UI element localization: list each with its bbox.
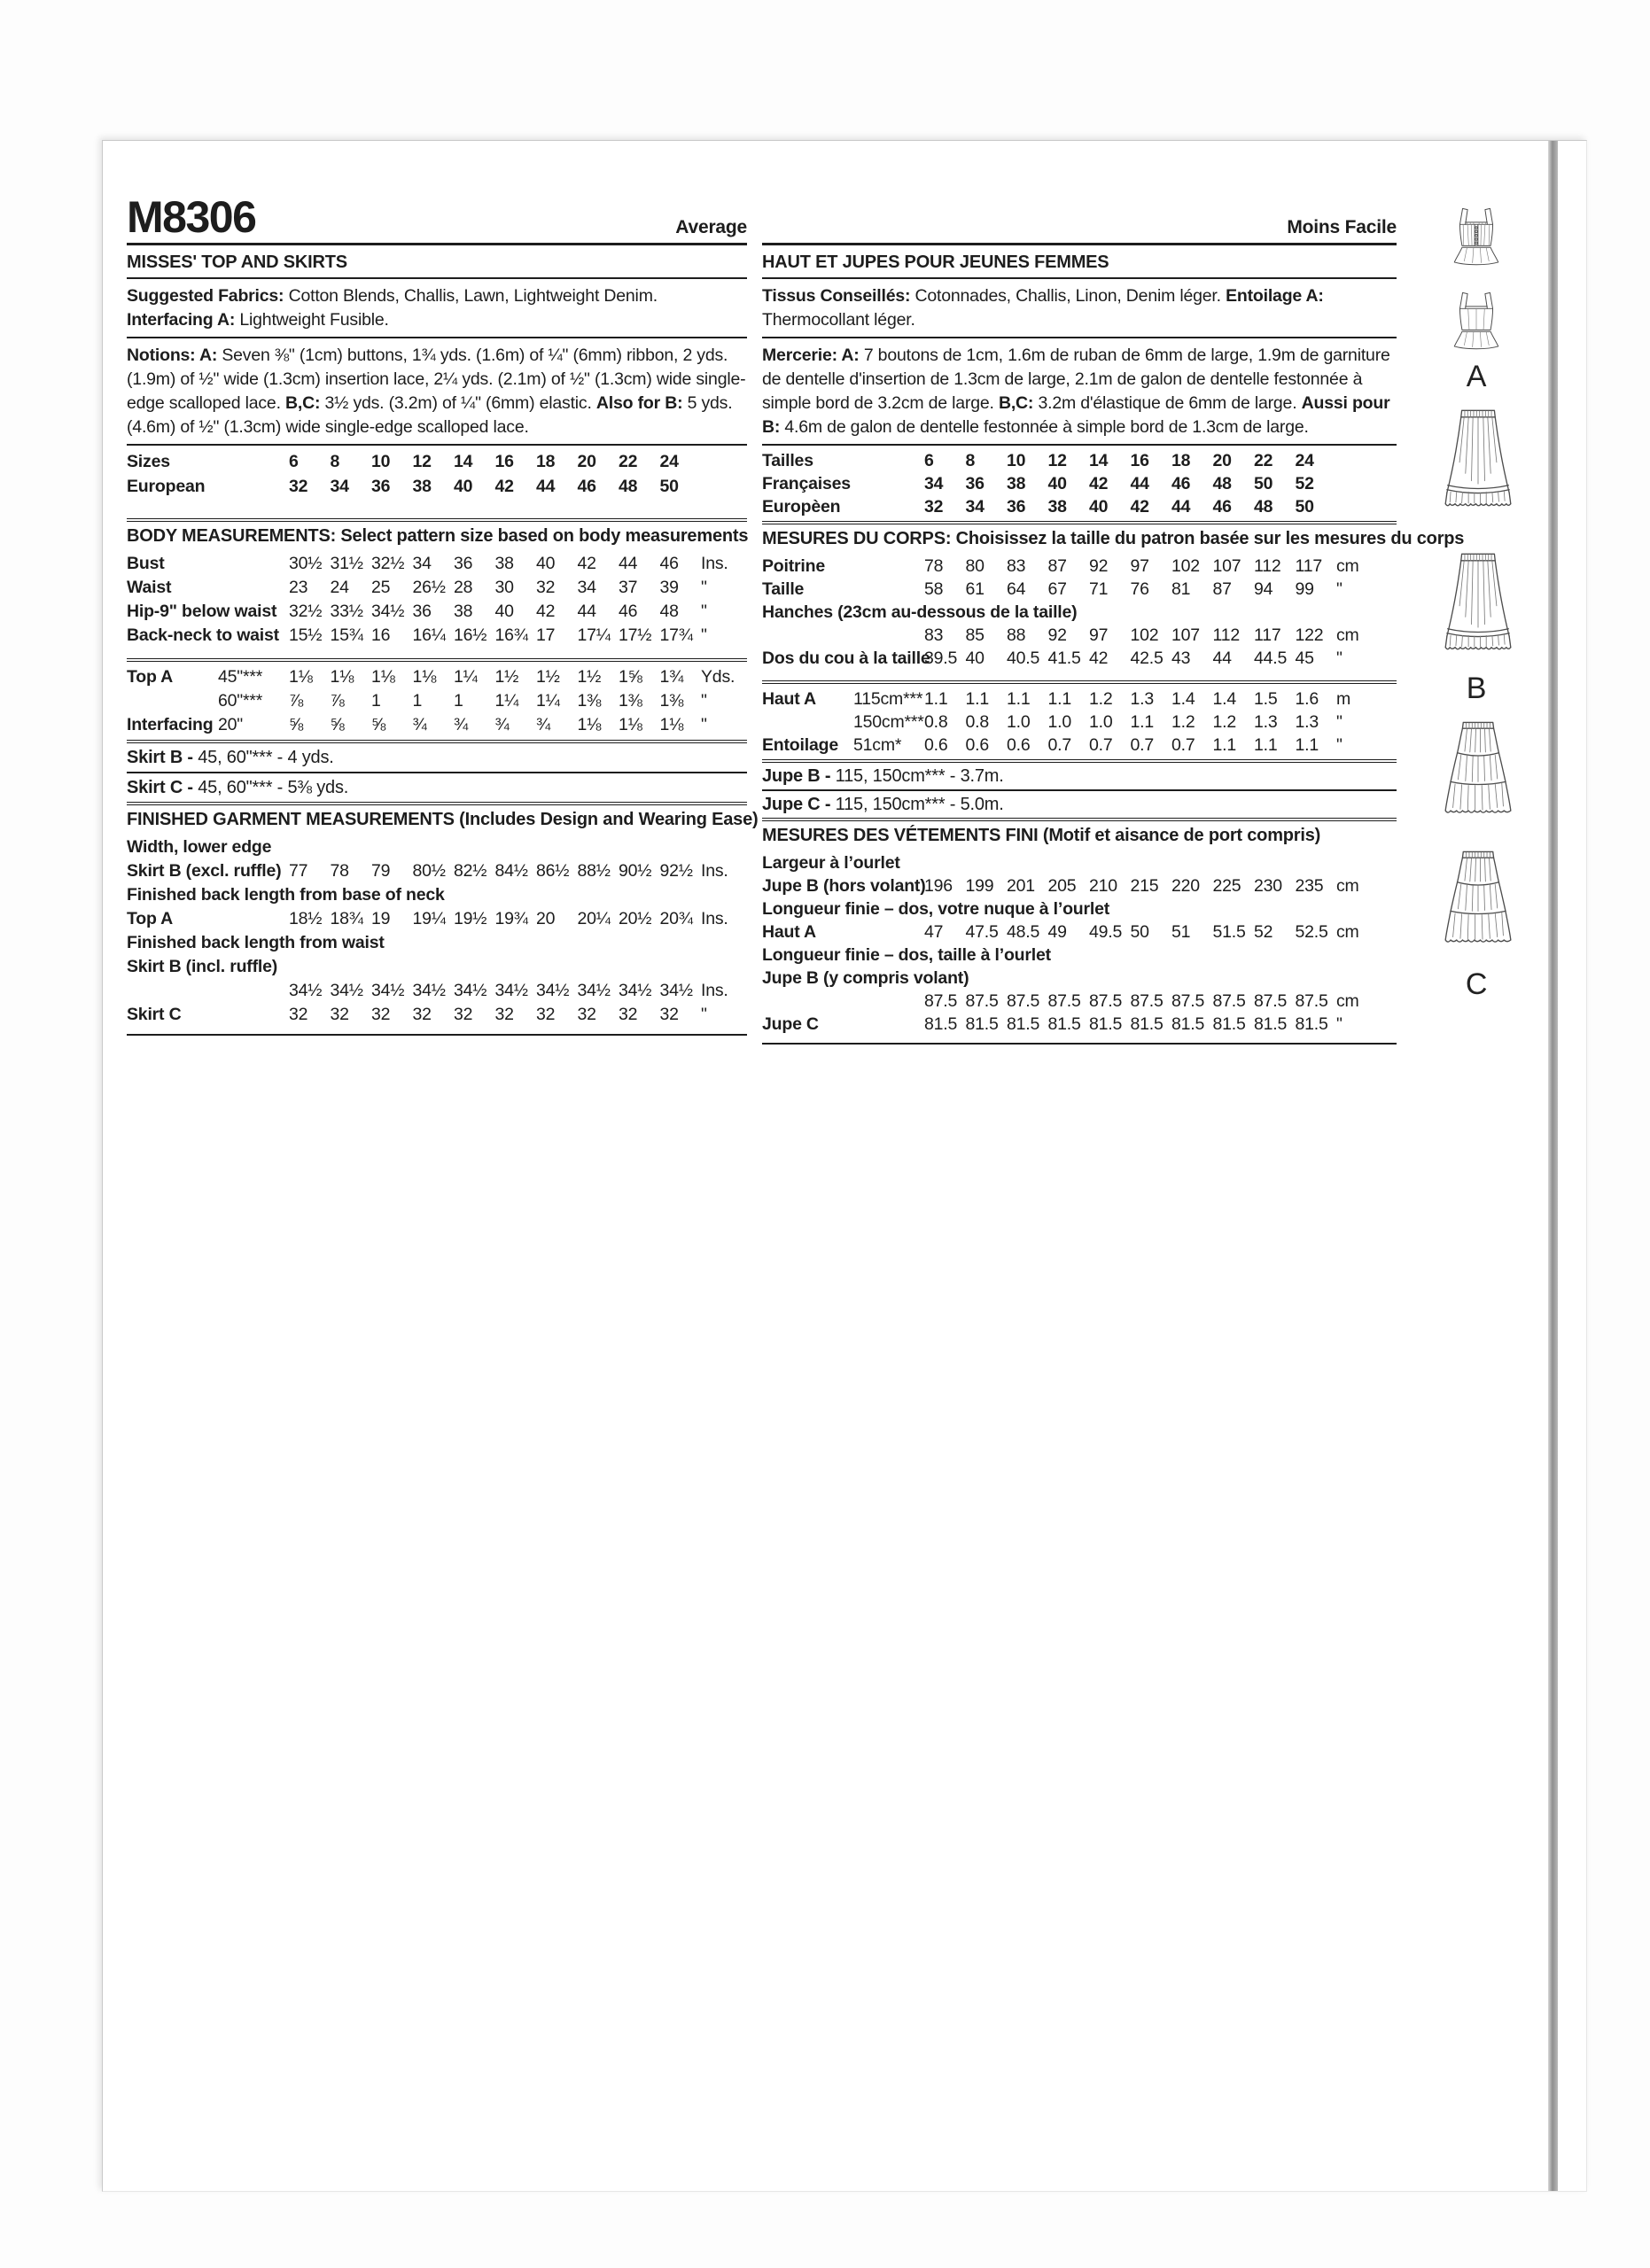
- top-a-front-view-illustration: [1446, 285, 1506, 361]
- divider-rule: [127, 518, 747, 522]
- table-row: Skirt B (excl. ruffle) 77 78 79 80½ 82½ 84½ 86½ 88½ 90½ 92½ Ins.: [127, 861, 728, 881]
- fabrics-text: Cotton Blends, Challis, Lawn, Lightweight Denim.: [288, 286, 658, 306]
- section-title-en: MISSES' TOP AND SKIRTS: [127, 252, 347, 272]
- skirt-c-front-view-illustration: [1437, 842, 1519, 966]
- table-row: 83 85 88 92 97 102 107 112 117 122 cm: [924, 625, 1359, 645]
- size-table-en: [127, 449, 747, 499]
- pattern-number: M8306: [127, 191, 256, 242]
- notions-bc-text: 3½ yds. (3.2m) of ¼" (6mm) elastic.: [324, 393, 592, 413]
- divider-rule: [127, 658, 747, 662]
- table-row: Dos du cou à la taille 39.5 40 40.5 41.5 42 42.5 43 44 44.5 45 ": [762, 649, 1343, 668]
- table-row: Longueur finie – dos, taille à l’ourlet: [762, 945, 1051, 965]
- table-row: Finished back length from waist: [127, 933, 385, 952]
- table-row: Waist 23 24 25 26½ 28 30 32 34 37 39 ": [127, 578, 707, 597]
- finished-measurements-table-en: [127, 835, 747, 1027]
- table-row: Françaises 34 36 38 40 42 44 46 48 50 52: [762, 474, 1314, 493]
- divider-rule: [762, 277, 1397, 279]
- notions-text: Seven ⅜" (1cm) buttons, 1¾ yds. (1.6m) of ¼" (6mm) ribbon, 2 yds. (1.9m) of ½" wide (1.3cm) insertion lace, 2¼ yds. (2.1m) of ½" (1.3cm) wide single-edge scalloped lace.: [127, 346, 746, 413]
- table-row: Hip-9" below waist 32½ 33½ 34½ 36 38 40 42 44 46 48 ": [127, 602, 707, 621]
- table-row: European 32 34 36 38 40 42 44 46 48 50: [127, 477, 679, 496]
- divider-rule: [762, 680, 1397, 684]
- divider-rule: [127, 772, 747, 773]
- divider-rule: [762, 1043, 1397, 1045]
- skirt-b-back-view-illustration: [1437, 399, 1519, 533]
- divider-rule: [762, 337, 1397, 338]
- table-row: Width, lower edge: [127, 837, 272, 857]
- notions-paragraph-en: [127, 344, 747, 439]
- table-row: Bust 30½ 31½ 32½ 34 36 38 40 42 44 46 Ins.: [127, 554, 728, 573]
- entoilage-text: Thermocollant léger.: [762, 310, 915, 330]
- table-row: Skirt C 32 32 32 32 32 32 32 32 32 32 ": [127, 1005, 707, 1024]
- finished-measurements-header-fr: MESURES DES VÉTEMENTS FINI (Motif et aisance de port compris): [762, 826, 1321, 845]
- garment-a-label: A: [1466, 360, 1487, 393]
- skirt-c-yardage-line: Skirt C - 45, 60"*** - 5⅜ yds.: [127, 778, 349, 797]
- body-measurements-header-fr: MESURES DU CORPS: Choisissez la taille du patron basée sur les mesures du corps: [762, 529, 1465, 548]
- notions-bc-label: B,C:: [285, 393, 321, 413]
- entoilage-label: Entoilage A:: [1226, 286, 1324, 306]
- table-row: Haut A 47 47.5 48.5 49 49.5 50 51 51.5 52 52.5 cm: [762, 922, 1359, 942]
- yardage-table-fr: [762, 687, 1397, 757]
- table-row: Poitrine 78 80 83 87 92 97 102 107 112 117 cm: [762, 556, 1359, 576]
- divider-rule: [127, 802, 747, 805]
- mercerie-bc-text: 3.2m d'élastique de 6mm de large.: [1038, 393, 1297, 413]
- table-row: Interfacing 20" ⅝ ⅝ ⅝ ¾ ¾ ¾ ¾ 1⅛ 1⅛ 1⅛ ": [127, 715, 707, 734]
- divider-rule: [762, 818, 1397, 821]
- body-measurements-header-en: BODY MEASUREMENTS: Select pattern size based on body measurements: [127, 526, 749, 546]
- table-row: Europèen 32 34 36 38 40 42 44 46 48 50: [762, 497, 1314, 517]
- top-a-back-view-illustration: [1446, 202, 1506, 276]
- size-table-fr: [762, 449, 1397, 518]
- table-row: Back-neck to waist 15½ 15¾ 16 16¼ 16½ 16¾ 17 17¼ 17½ 17¾ ": [127, 625, 707, 645]
- divider-rule: [127, 740, 747, 743]
- difficulty-rating-fr: Moins Facile: [1287, 217, 1397, 237]
- table-row: Entoilage 51cm* 0.6 0.6 0.6 0.7 0.7 0.7 0.7 1.1 1.1 1.1 ": [762, 735, 1343, 755]
- divider-rule: [127, 243, 747, 245]
- table-row: Top A 45"*** 1⅛ 1⅛ 1⅛ 1⅛ 1¼ 1½ 1½ 1½ 1⅝ 1¾ Yds.: [127, 667, 735, 687]
- table-row: 60"*** ⅞ ⅞ 1 1 1 1¼ 1¼ 1⅜ 1⅜ 1⅜ ": [218, 691, 707, 711]
- jupe-c-yardage-line: Jupe C - 115, 150cm*** - 5.0m.: [762, 795, 1004, 814]
- finished-measurements-header-en: FINISHED GARMENT MEASUREMENTS (Includes Design and Wearing Ease): [127, 810, 759, 829]
- difficulty-rating-en: Average: [675, 217, 747, 237]
- table-row: Longueur finie – dos, votre nuque à l’ourlet: [762, 899, 1110, 919]
- section-title-fr: HAUT ET JUPES POUR JEUNES FEMMES: [762, 252, 1109, 272]
- table-row: Tailles 6 8 10 12 14 16 18 20 22 24: [762, 451, 1314, 470]
- divider-rule: [762, 243, 1397, 245]
- table-row: 150cm*** 0.8 0.8 1.0 1.0 1.0 1.1 1.2 1.2 1.3 1.3 ": [853, 712, 1343, 732]
- divider-rule: [762, 789, 1397, 791]
- notions-alsob-label: Also for B:: [595, 393, 683, 413]
- french-column: [762, 174, 1465, 1045]
- table-row: Hanches (23cm au-dessous de la taille): [762, 602, 1078, 622]
- table-row: Largeur à l’ourlet: [762, 853, 900, 873]
- mercerie-aussib-text: 4.6m de galon de dentelle festonnée à simple bord de 1.3cm de large.: [784, 417, 1309, 437]
- mercerie-aussib-label: Aussi pour B:: [762, 393, 1390, 437]
- fabrics-label: Suggested Fabrics:: [127, 286, 284, 306]
- fabrics-paragraph-en: [127, 284, 747, 332]
- table-row: Haut A 115cm*** 1.1 1.1 1.1 1.1 1.2 1.3 1.4 1.4 1.5 1.6 m: [762, 689, 1351, 709]
- notions-label: Notions: A:: [127, 346, 218, 365]
- notions-alsob-text: 5 yds. (4.6m) of ½" (1.3cm) wide single-edge scalloped lace.: [127, 393, 733, 437]
- divider-rule: [127, 444, 747, 446]
- table-row: 34½ 34½ 34½ 34½ 34½ 34½ 34½ 34½ 34½ 34½ Ins.: [289, 981, 728, 1000]
- table-row: Top A 18½ 18¾ 19 19¼ 19½ 19¾ 20 20¼ 20½ 20¾ Ins.: [127, 909, 728, 928]
- table-row: 87.5 87.5 87.5 87.5 87.5 87.5 87.5 87.5 87.5 87.5 cm: [924, 991, 1359, 1011]
- table-row: Jupe B (hors volant) 196 199 201 205 210 215 220 225 230 235 cm: [762, 876, 1359, 896]
- body-measurements-table-fr: [762, 555, 1397, 670]
- skirt-b-yardage-line: Skirt B - 45, 60"*** - 4 yds.: [127, 748, 334, 767]
- english-column: [127, 174, 759, 1036]
- garment-b-label: B: [1466, 672, 1487, 705]
- body-measurements-table-en: [127, 552, 747, 648]
- tissus-text: Cotonnades, Challis, Linon, Denim léger.: [915, 286, 1221, 306]
- mercerie-bc-label: B,C:: [998, 393, 1034, 413]
- divider-rule: [762, 521, 1397, 524]
- title-bar-fr: [762, 174, 1397, 243]
- tissus-label: Tissus Conseillés:: [762, 286, 911, 306]
- mercerie-label: Mercerie: A:: [762, 346, 860, 365]
- title-bar: [127, 174, 747, 243]
- skirt-c-back-view-illustration: [1437, 712, 1519, 836]
- divider-rule: [762, 444, 1397, 446]
- table-row: Sizes 6 8 10 12 14 16 18 20 22 24: [127, 452, 679, 471]
- mercerie-text: 7 boutons de 1cm, 1.6m de ruban de 6mm de large, 1.9m de garniture de dentelle d'insertion de 1.3cm de large, 2.1m de galon de dentelle festonnée à simple bord de 3.2cm de large.: [762, 346, 1390, 413]
- notions-paragraph-fr: [762, 344, 1397, 439]
- divider-rule: [127, 337, 747, 338]
- table-row: Jupe C 81.5 81.5 81.5 81.5 81.5 81.5 81.5 81.5 81.5 81.5 ": [762, 1014, 1343, 1034]
- table-row: Jupe B (y compris volant): [762, 968, 969, 988]
- yardage-table-en: [127, 665, 747, 737]
- table-row: Finished back length from base of neck: [127, 885, 445, 905]
- divider-rule: [127, 1034, 747, 1036]
- interfacing-text: Lightweight Fusible.: [239, 310, 389, 330]
- fold-shadow: [1548, 141, 1558, 2191]
- table-row: Skirt B (incl. ruffle): [127, 957, 278, 976]
- skirt-b-front-view-illustration: [1437, 542, 1519, 677]
- finished-measurements-table-fr: [762, 851, 1397, 1036]
- interfacing-label: Interfacing A:: [127, 310, 236, 330]
- divider-rule: [127, 277, 747, 279]
- table-row: Taille 58 61 64 67 71 76 81 87 94 99 ": [762, 579, 1343, 599]
- garment-c-label: C: [1465, 967, 1488, 1001]
- divider-rule: [762, 759, 1397, 763]
- jupe-b-yardage-line: Jupe B - 115, 150cm*** - 3.7m.: [762, 766, 1004, 786]
- fabrics-paragraph-fr: [762, 284, 1397, 332]
